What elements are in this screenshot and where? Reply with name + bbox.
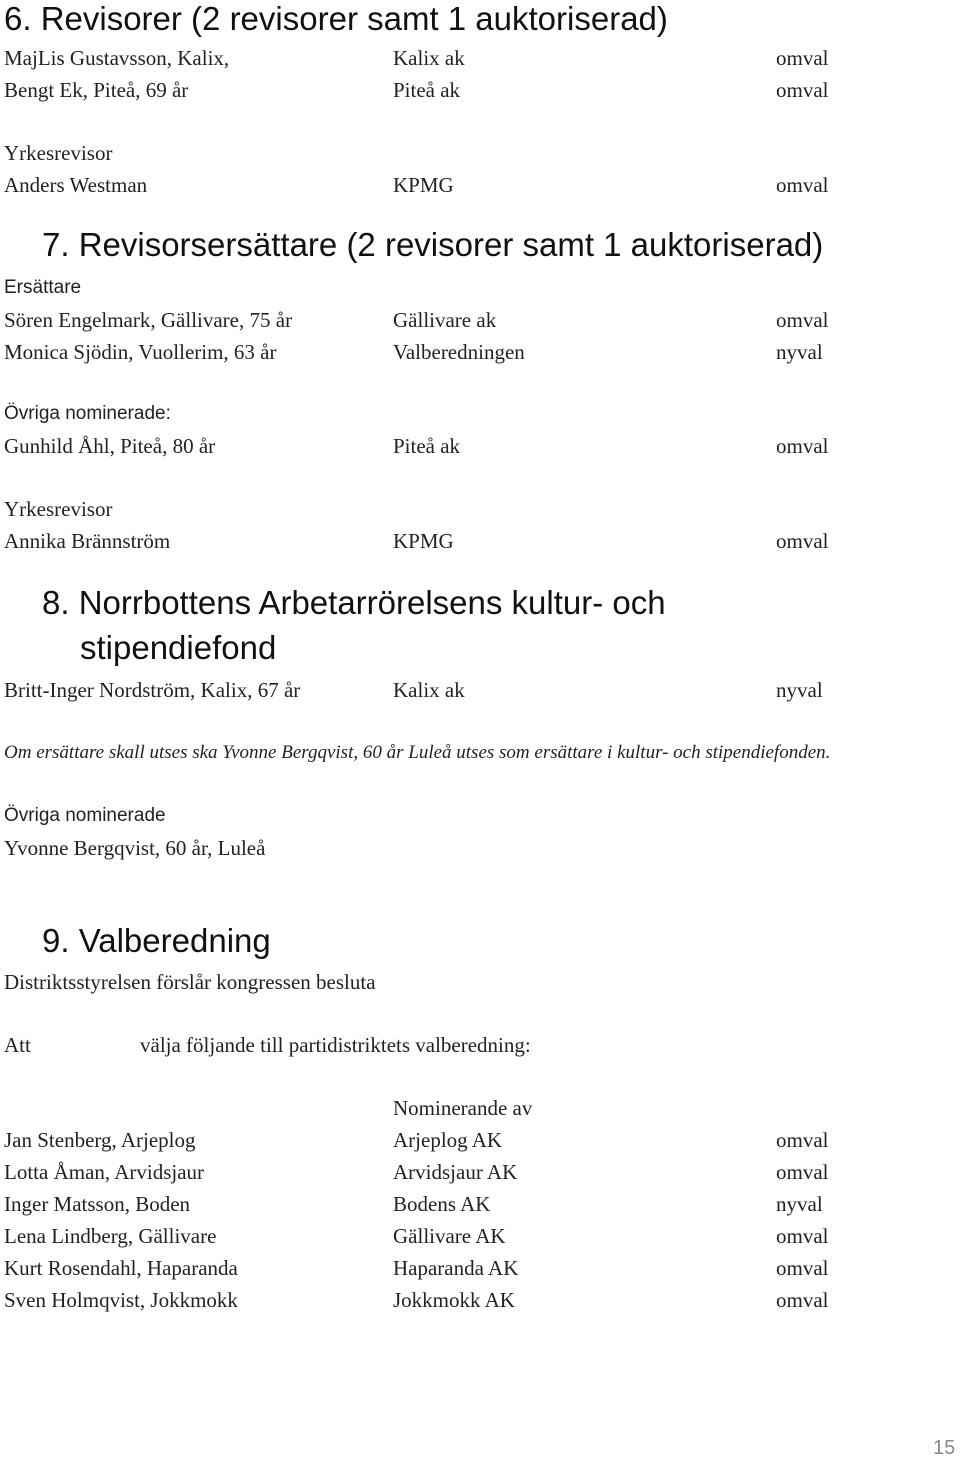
s6-row-1-status: omval <box>776 46 829 70</box>
s7-ovriga-name: Gunhild Åhl, Piteå, 80 år <box>4 434 216 458</box>
s9-row-2-status: omval <box>776 1160 829 1184</box>
s6-yrkes-status: omval <box>776 173 829 197</box>
s9-att-text: välja följande till partidistriktets valberedning: <box>140 1033 531 1057</box>
s7-ovriga-status: omval <box>776 434 829 458</box>
s9-row-5-status: omval <box>776 1256 829 1280</box>
s9-row-6-name: Sven Holmqvist, Jokkmokk <box>4 1288 238 1312</box>
s7-ersattare-label: Ersättare <box>4 277 82 298</box>
s9-att-label: Att <box>4 1033 31 1057</box>
s6-row-2-name: Bengt Ek, Piteå, 69 år <box>4 78 189 102</box>
page-number: 15 <box>933 1437 956 1459</box>
s6-yrkes-org: KPMG <box>393 173 454 197</box>
s6-row-1-name: MajLis Gustavsson, Kalix, <box>4 46 230 70</box>
s8-row-status: nyval <box>776 678 823 702</box>
s7-ovriga-label: Övriga nominerade: <box>4 403 171 424</box>
s9-row-6-org: Jokkmokk AK <box>393 1288 515 1312</box>
s9-col-header: Nominerande av <box>393 1096 533 1120</box>
s7-ovriga-org: Piteå ak <box>393 434 461 458</box>
s9-row-1-org: Arjeplog AK <box>393 1128 503 1152</box>
s6-row-1-org: Kalix ak <box>393 46 465 70</box>
s7-yrkes-org: KPMG <box>393 529 454 553</box>
s9-row-4-name: Lena Lindberg, Gällivare <box>4 1224 217 1248</box>
section-9-heading: 9. Valberedning <box>42 922 271 959</box>
s7-row-1-org: Gällivare ak <box>393 308 497 332</box>
s9-row-3-org: Bodens AK <box>393 1192 491 1216</box>
s9-row-6-status: omval <box>776 1288 829 1312</box>
s9-row-1-status: omval <box>776 1128 829 1152</box>
s9-row-4-status: omval <box>776 1224 829 1248</box>
s8-note: Om ersättare skall utses ska Yvonne Bergqvist, 60 år Luleå utses som ersättare i kultur- och stipendiefonden. <box>4 742 831 763</box>
s9-row-1-name: Jan Stenberg, Arjeplog <box>4 1128 196 1152</box>
s7-yrkes-status: omval <box>776 529 829 553</box>
section-8-heading-line2: stipendiefond <box>80 629 277 666</box>
s9-intro: Distriktsstyrelsen förslår kongressen besluta <box>4 970 376 994</box>
s9-row-3-name: Inger Matsson, Boden <box>4 1192 191 1216</box>
s7-row-1-status: omval <box>776 308 829 332</box>
s7-row-2-status: nyval <box>776 340 823 364</box>
s9-row-5-org: Haparanda AK <box>393 1256 519 1280</box>
s7-row-1-name: Sören Engelmark, Gällivare, 75 år <box>4 308 293 332</box>
s8-ovriga-label: Övriga nominerade <box>4 805 166 826</box>
s7-row-2-org: Valberedningen <box>393 340 525 364</box>
s9-row-2-org: Arvidsjaur AK <box>393 1160 518 1184</box>
section-8-heading-line1: 8. Norrbottens Arbetarrörelsens kultur- och <box>42 584 666 621</box>
s8-row-name: Britt-Inger Nordström, Kalix, 67 år <box>4 678 301 702</box>
s7-yrkes-label: Yrkesrevisor <box>4 497 113 521</box>
s9-row-4-org: Gällivare AK <box>393 1224 506 1248</box>
s7-row-2-name: Monica Sjödin, Vuollerim, 63 år <box>4 340 277 364</box>
section-6-heading: 6. Revisorer (2 revisorer samt 1 auktoriserad) <box>4 0 668 37</box>
s6-row-2-org: Piteå ak <box>393 78 461 102</box>
s9-row-2-name: Lotta Åman, Arvidsjaur <box>4 1160 205 1184</box>
s7-yrkes-name: Annika Brännström <box>4 529 171 553</box>
s9-row-5-name: Kurt Rosendahl, Haparanda <box>4 1256 238 1280</box>
section-7-heading: 7. Revisorsersättare (2 revisorer samt 1 auktoriserad) <box>42 226 824 263</box>
s6-yrkes-name: Anders Westman <box>4 173 148 197</box>
s8-row-org: Kalix ak <box>393 678 465 702</box>
s6-row-2-status: omval <box>776 78 829 102</box>
s6-yrkes-label: Yrkesrevisor <box>4 141 113 165</box>
s9-row-3-status: nyval <box>776 1192 823 1216</box>
s8-ovriga-name: Yvonne Bergqvist, 60 år, Luleå <box>4 836 266 860</box>
